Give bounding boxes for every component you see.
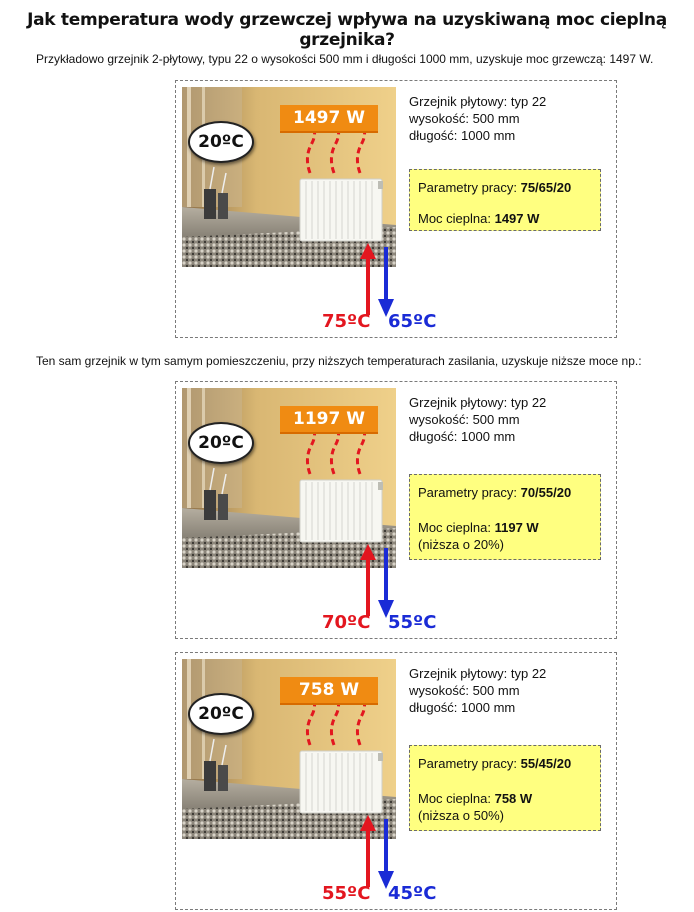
heat-output-value: 1497 W	[494, 211, 540, 226]
supply-temperature: 75ºC	[322, 311, 371, 332]
room-temperature-badge: 20ºC	[188, 121, 254, 163]
intro-text: Przykładowo grzejnik 2-płytowy, typu 22 o wysokości 500 mm i długości 1000 mm, uzyskuje moc grzewczą: 1497 W.	[36, 52, 654, 66]
power-output-badge: 1497 W	[280, 105, 378, 133]
intro-text-lower: Ten sam grzejnik w tym samym pomieszczeniu, przy niższych temperaturach zasilania, uzyskuje niższe moce np.:	[36, 354, 642, 368]
spec-height: wysokość: 500 mm	[409, 683, 520, 698]
spec-type: Grzejnik płytowy: typ 22	[409, 94, 547, 109]
heat-output-label: Moc cieplna:	[418, 791, 495, 806]
return-temperature: 65ºC	[388, 311, 437, 332]
room-temperature-badge: 20ºC	[188, 422, 254, 464]
params-value: 55/45/20	[520, 756, 572, 771]
reduction-note: (niższa o 20%)	[418, 537, 504, 552]
room-temperature-badge: 20ºC	[188, 693, 254, 735]
radiator-panel-3	[175, 652, 617, 910]
reduction-note: (niższa o 50%)	[418, 808, 504, 823]
operating-parameters-box	[409, 745, 601, 831]
return-temperature: 45ºC	[388, 883, 437, 904]
params-label: Parametry pracy:	[418, 180, 521, 195]
spec-length: długość: 1000 mm	[409, 128, 516, 143]
spec-type: Grzejnik płytowy: typ 22	[409, 395, 547, 410]
heat-output-value: 758 W	[494, 791, 533, 806]
params-value: 70/55/20	[520, 485, 572, 500]
page-title: Jak temperatura wody grzewczej wpływa na uzyskiwaną moc cieplną grzejnika?	[27, 10, 667, 50]
params-label: Parametry pracy:	[418, 756, 521, 771]
radiator-spec	[409, 394, 546, 445]
heat-output-label: Moc cieplna:	[418, 211, 495, 226]
heat-output-label: Moc cieplna:	[418, 520, 495, 535]
radiator-spec	[409, 93, 546, 144]
power-output-badge: 758 W	[280, 677, 378, 705]
spec-length: długość: 1000 mm	[409, 429, 516, 444]
return-temperature: 55ºC	[388, 612, 437, 633]
spec-length: długość: 1000 mm	[409, 700, 516, 715]
radiator-spec	[409, 665, 546, 716]
radiator-panel-2	[175, 381, 617, 639]
params-label: Parametry pracy:	[418, 485, 521, 500]
operating-parameters-box	[409, 474, 601, 560]
operating-parameters-box	[409, 169, 601, 231]
params-value: 75/65/20	[520, 180, 572, 195]
spec-height: wysokość: 500 mm	[409, 111, 520, 126]
radiator-panel-1	[175, 80, 617, 338]
power-output-badge: 1197 W	[280, 406, 378, 434]
spec-type: Grzejnik płytowy: typ 22	[409, 666, 547, 681]
spec-height: wysokość: 500 mm	[409, 412, 520, 427]
supply-temperature: 70ºC	[322, 612, 371, 633]
heat-output-value: 1197 W	[494, 520, 539, 535]
supply-temperature: 55ºC	[322, 883, 371, 904]
